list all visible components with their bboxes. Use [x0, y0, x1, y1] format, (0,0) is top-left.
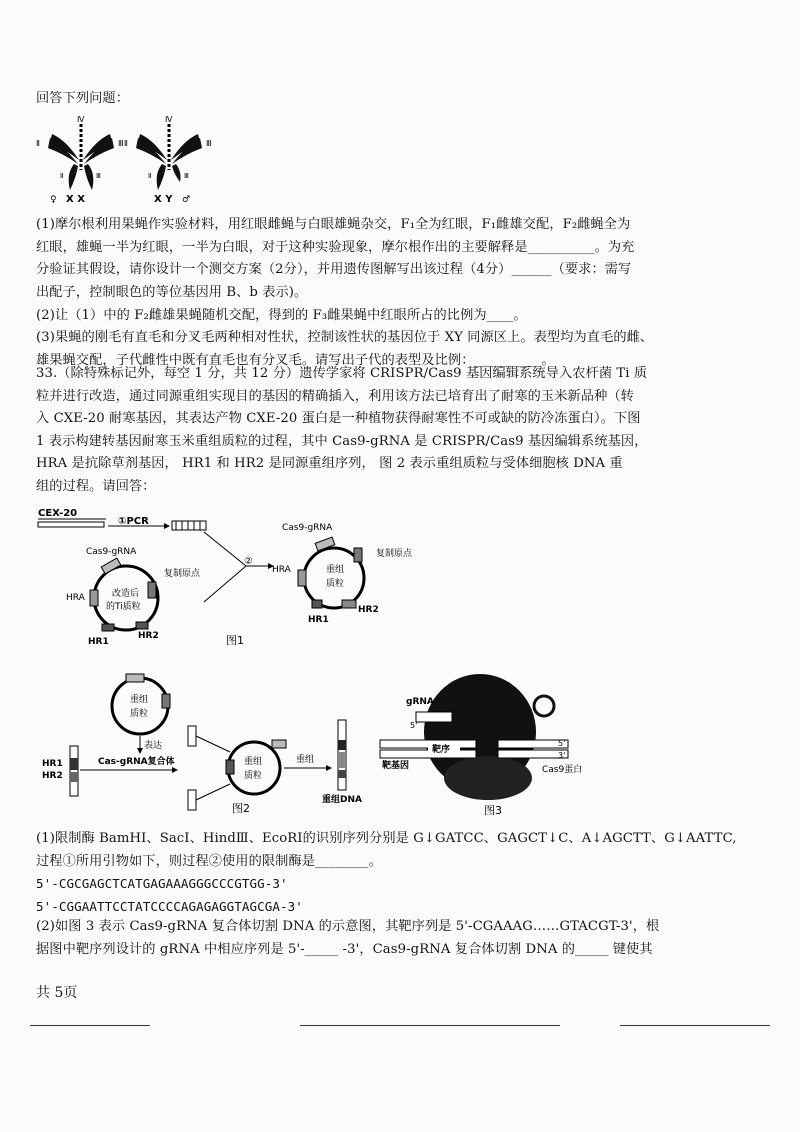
- q33-line: HRA 是抗除草剂基因， HR1 和 HR2 是同源重组序列， 图 2 表示重组质粒与受体细胞核 DNA 重: [36, 456, 623, 472]
- fig2-segment: [126, 674, 144, 682]
- intro-text: 回答下列问题：: [36, 91, 130, 106]
- fig2-segment: [226, 760, 234, 774]
- female-label-iii-low: Ⅲ: [96, 172, 101, 180]
- fig1-p2-cas9-label: Cas9-gRNA: [282, 523, 333, 533]
- fig2-host-dna: [70, 746, 78, 796]
- part-2: [36, 916, 764, 961]
- question-2: (2)让（1）中的 F₂雌雄果蝇随机交配，得到的 F₃雌果蝇中红眼所占的比例为____。: [36, 308, 527, 323]
- fig3-five-right: 5': [558, 739, 566, 748]
- fig1-p1-cas9-label: Cas9-gRNA: [86, 547, 137, 557]
- male-label-iii-low: Ⅲ: [184, 172, 189, 180]
- chromosome-figure: [30, 110, 230, 206]
- fig2-express-label: 表达: [144, 741, 163, 751]
- figure-3: [380, 668, 600, 820]
- female-sex-chrom: X X: [66, 194, 85, 205]
- q33-line: 1 表示构建转基因耐寒玉米重组质粒的过程，其中 Cas9-gRNA 是 CRISPR/Cas9 基因编辑系统基因，: [36, 433, 648, 449]
- fig2-result-block: [338, 740, 346, 750]
- fig2-segment: [162, 694, 170, 708]
- male-karyotype: [124, 115, 212, 205]
- male-chrom-y: [172, 164, 181, 182]
- q3-line: 雄果蝇交配，子代雌性中既有直毛也有分叉毛。请写出子代的表型及比例：__________。: [36, 352, 555, 368]
- female-label-ii-low: Ⅱ: [60, 172, 64, 180]
- fig2-pair-line: [196, 784, 230, 800]
- fig2-mid-plasmid: [228, 742, 280, 794]
- p2-line: (2)如图 3 表示 Cas9-gRNA 复合体切割 DNA 的示意图，其靶序列是 5'-CGAAAG……GTACGT-3'，根: [36, 919, 660, 934]
- fig1-p2-center2: 质粒: [326, 579, 345, 589]
- fig2-hr-block: [70, 772, 78, 782]
- fig3-caption: 图3: [484, 804, 502, 817]
- question-1: [36, 214, 764, 304]
- fig1-p2-hra: HRA: [272, 565, 291, 575]
- q33-line: 粒并进行改造，通过同源重组实现目的基因的精确插入，利用该方法已培育出了耐寒的玉米新品种（转: [36, 388, 634, 404]
- q1-line: 红眼，雄蝇一半为红眼，一半为白眼，对于这种实验现象，摩尔根作出的主要解释是__________。为充: [36, 239, 635, 255]
- fig2-mid-center1: 重组: [244, 757, 263, 767]
- q3-line: (3)果蝇的刚毛有直毛和分叉毛两种相对性状，控制该性状的基因位于 XY 同源区上。表型均为直毛的雌、: [36, 330, 654, 345]
- fig2-caption: 图2: [232, 802, 250, 815]
- fig3-grna-label: gRNA: [406, 697, 434, 707]
- p2-line: 据图中靶序列设计的 gRNA 中相应序列是 5'-_____ -3'，Cas9-gRNA 复合体切割 DNA 的_____ 键使其: [36, 941, 653, 957]
- fig2-segment: [272, 740, 286, 748]
- male-chrom-x: [157, 164, 166, 190]
- fig2-result-label: 重组DNA: [322, 795, 362, 805]
- fig2-cut-dna: [188, 790, 196, 810]
- fig1-p1-hra: HRA: [66, 593, 85, 603]
- q1-line: 出配子，控制眼色的等位基因用 B、b 表示)。: [36, 284, 308, 300]
- p1-line: 过程①所用引物如下，则过程②使用的限制酶是________。: [36, 853, 382, 869]
- fig2-recomb-label: 重组: [296, 755, 315, 765]
- fig2-complex-label: Cas-gRNA复合体: [98, 757, 175, 767]
- fig1-step1-label: ①PCR: [118, 516, 149, 527]
- figure-2: [40, 666, 380, 818]
- fig3-grna-strand: [416, 712, 452, 722]
- question-33: [36, 363, 764, 499]
- p1-line: (1)限制酶 BamHI、SacI、HindⅢ、EcoRI的识别序列分别是 G↓GATCC、GAGCT↓C、A↓AGCTT、G↓AATTC,: [36, 831, 737, 846]
- fig2-top-center1: 重组: [130, 695, 149, 705]
- female-chrom-x2: [84, 164, 93, 190]
- fig2-arrow-head: [326, 765, 332, 771]
- fig1-arrow-head: [164, 523, 170, 529]
- primer-2: 5'-CGGAATTCCTATCCCCAGAGAGGTAGCGA-3': [36, 898, 303, 914]
- fig2-top-center2: 质粒: [130, 709, 149, 719]
- fig3-cas9-lower: [444, 756, 532, 800]
- fig3-cas9-loop: [534, 696, 554, 716]
- part-1: [36, 828, 764, 918]
- fig2-result-block: [338, 752, 346, 768]
- fig1-p1-hr2: HR2: [138, 631, 159, 641]
- fig2-top-plasmid: [112, 678, 168, 734]
- male-roman-top: Ⅳ: [165, 115, 173, 124]
- page-footer: 共 5页: [36, 985, 78, 1001]
- fig1-p2-hr1: HR1: [308, 615, 329, 625]
- fig1-p1-hr1: HR1: [88, 637, 109, 647]
- female-label-iii: Ⅲ: [118, 139, 124, 148]
- fig3-target-gene-label: 靶基因: [382, 761, 410, 771]
- fig2-hr-block: [70, 758, 78, 770]
- fig2-hr2-label: HR2: [42, 771, 63, 781]
- fig1-p1-ori: 复制原点: [164, 569, 201, 579]
- fig1-step2-label: ②: [244, 556, 253, 567]
- footer-rule: [30, 1025, 150, 1026]
- fig1-recombinant-plasmid: [272, 523, 413, 625]
- fig1-p2-hr2: HR2: [358, 605, 379, 615]
- male-label-ii: Ⅱ: [124, 139, 128, 148]
- figure-1: [36, 506, 413, 656]
- fig2-cut-dna: [188, 726, 196, 746]
- male-label-iii: Ⅲ: [206, 139, 212, 148]
- fig1-ti-plasmid: [66, 547, 201, 647]
- fig1-converge-line: [204, 532, 246, 566]
- fig1-p1-center1: 改造后: [112, 589, 140, 599]
- q33-line: 33.（除特殊标记外，每空 1 分，共 12 分）遗传学家将 CRISPR/Cas9 基因编辑系统导入农杆菌 Ti 质: [36, 366, 648, 381]
- q1-line: (1)摩尔根利用果蝇作实验材料，用红眼雌蝇与白眼雄蝇杂交，F₁全为红眼，F₁雌雄交配，F₂雌蝇全为: [36, 217, 631, 232]
- fig1-gene-bar: [38, 522, 104, 527]
- female-karyotype: [36, 115, 124, 205]
- q33-line: 组的过程。请回答：: [36, 478, 156, 494]
- fig1-converge-line: [204, 566, 246, 602]
- primer-1: 5'-CGCGAGCTCATGAGAAAGGGCCCGTGG-3': [36, 876, 288, 892]
- footer-rule: [620, 1025, 770, 1026]
- female-roman-top: Ⅳ: [77, 115, 85, 124]
- fig3-five-left: 5': [410, 721, 418, 730]
- male-label-ii-low: Ⅱ: [148, 172, 152, 180]
- fig3-target-label: 靶序: [432, 745, 451, 755]
- female-label-ii: Ⅱ: [36, 139, 40, 148]
- fig3-cas9-label: Cas9蛋白: [542, 765, 583, 775]
- q33-line: 入 CXE-20 耐寒基因，其表达产物 CXE-20 蛋白是一种植物获得耐寒性不可或缺的防冷冻蛋白）。下图: [36, 411, 641, 427]
- fig2-hr1-label: HR1: [42, 759, 63, 769]
- footer-rule: [300, 1025, 560, 1026]
- fig1-caption: 图1: [226, 634, 244, 647]
- fig1-pcr-product: [172, 521, 206, 530]
- fig1-p1-center2: 的Ti质粒: [106, 602, 141, 612]
- fig2-arrow-head: [172, 767, 178, 773]
- q1-line: 分验证其假设，请你设计一个测交方案（2分），并用遗传图解写出该过程（4分）______（要求：需写: [36, 262, 632, 278]
- fig1-p2-ori: 复制原点: [376, 549, 413, 559]
- female-chrom-x1: [69, 164, 78, 190]
- fig3-three-right: 3': [558, 751, 566, 760]
- fig1-gene-label: CEX-20: [38, 508, 78, 519]
- female-symbol: ♀: [50, 195, 57, 205]
- fig2-arrow-head: [137, 748, 143, 754]
- male-symbol: ♂: [182, 195, 191, 205]
- male-sex-chrom: X Y: [154, 194, 173, 205]
- fig2-result-block: [338, 770, 346, 778]
- fig2-mid-center2: 质粒: [244, 771, 263, 781]
- fig1-p2-center1: 重组: [326, 565, 345, 575]
- fig2-pair-line: [196, 736, 230, 752]
